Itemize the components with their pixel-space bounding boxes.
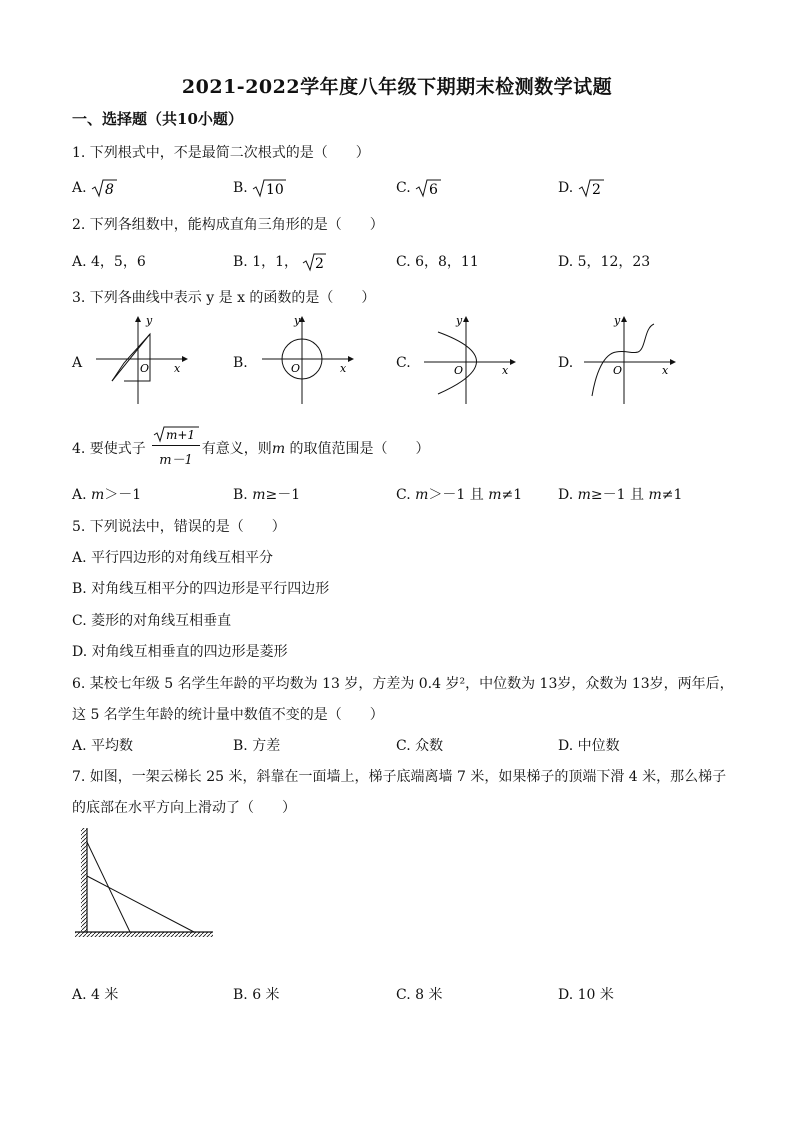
- q2-stem: 2. 下列各组数中，能构成直角三角形的是（ ）: [72, 217, 384, 233]
- option-label: B.: [233, 180, 248, 196]
- radicand: 2: [591, 182, 601, 198]
- sqrt-sign-icon: [415, 178, 441, 198]
- q4-option-d[interactable]: [558, 484, 682, 504]
- option-label: C.: [396, 487, 416, 503]
- option-var: m: [577, 487, 591, 503]
- q6-option-c[interactable]: C. 众数: [396, 738, 444, 754]
- axis-y-label: y: [294, 314, 301, 327]
- option-label: B.: [233, 487, 253, 503]
- q4-stem-end: 的取值范围是（ ）: [285, 441, 430, 457]
- exam-title: 2021-2022学年度八年级下期期末检测数学试题: [181, 76, 613, 98]
- option-rest: ＞－1: [104, 487, 142, 503]
- radicand: 6: [429, 182, 439, 198]
- q5-stem: 5. 下列说法中，错误的是（ ）: [72, 519, 286, 535]
- numerator-text: m+1: [166, 428, 196, 442]
- q1-option-d[interactable]: [558, 178, 604, 198]
- sqrt-sign-icon: [302, 252, 326, 272]
- option-rest: ≠1: [661, 487, 683, 503]
- axis-x-label: x: [502, 364, 509, 377]
- q3-option-b-label[interactable]: B.: [233, 355, 248, 371]
- axis-y-label: y: [146, 314, 153, 327]
- option-label: A.: [72, 487, 92, 503]
- q2-option-c[interactable]: C. 6，8，11: [396, 254, 479, 270]
- axis-y-label: y: [614, 314, 621, 327]
- q3-graph-d[interactable]: [580, 314, 676, 406]
- option-label: D.: [558, 180, 574, 196]
- q6-option-d[interactable]: D. 中位数: [558, 738, 620, 754]
- q7-stem-line1: 7. 如图，一架云梯长 25 米，斜靠在一面墙上，梯子底端离墙 7 米，如果梯子的顶端下滑 4 米，那么梯子: [72, 769, 727, 785]
- q1-option-b[interactable]: [233, 178, 286, 198]
- sqrt-sign-icon: [252, 178, 286, 198]
- q5-option-b[interactable]: B. 对角线互相平分的四边形是平行四边形: [72, 581, 330, 597]
- origin-label: O: [291, 362, 301, 375]
- fraction-denominator: m－1: [159, 453, 193, 468]
- q4-option-b[interactable]: [233, 484, 300, 504]
- q3-graph-a[interactable]: [92, 314, 188, 406]
- q1-stem: 1. 下列根式中，不是最简二次根式的是（ ）: [72, 145, 370, 161]
- axis-x-label: x: [340, 362, 347, 375]
- q2-option-a[interactable]: A. 4，5，6: [72, 254, 146, 270]
- q4-option-c[interactable]: [396, 484, 522, 504]
- option-rest: ≥－1 且: [590, 487, 649, 503]
- axis-y-label: y: [456, 314, 463, 327]
- q6-stem-line2: 这 5 名学生年龄的统计量中数值不变的是（ ）: [72, 707, 384, 723]
- q1-option-c[interactable]: [396, 178, 441, 198]
- axis-x-label: x: [662, 364, 669, 377]
- q5-option-a[interactable]: A. 平行四边形的对角线互相平分: [72, 550, 274, 566]
- q1-option-a[interactable]: [72, 178, 117, 198]
- q4-stem: [72, 438, 430, 458]
- option-text: B. 1，1，: [233, 254, 299, 270]
- origin-label: O: [454, 364, 464, 377]
- q2-option-d[interactable]: D. 5，12，23: [558, 254, 651, 270]
- q6-option-b[interactable]: B. 方差: [233, 738, 281, 754]
- q7-option-c[interactable]: C. 8 米: [396, 987, 443, 1003]
- option-var: m: [415, 487, 429, 503]
- axis-x-label: x: [174, 362, 181, 375]
- q4-fraction: [152, 425, 200, 468]
- q5-option-d[interactable]: D. 对角线互相垂直的四边形是菱形: [72, 644, 288, 660]
- option-rest: ＞－1 且: [428, 487, 489, 503]
- section-heading: 一、选择题（共10小题）: [72, 110, 243, 128]
- q7-option-a[interactable]: A. 4 米: [72, 987, 119, 1003]
- q4-option-a[interactable]: [72, 484, 141, 504]
- option-rest: ≥－1: [265, 487, 301, 503]
- radicand: 2: [315, 256, 325, 272]
- option-rest: ≠1: [501, 487, 523, 503]
- option-label: A.: [72, 180, 87, 196]
- q7-ladder-diagram: [70, 826, 216, 942]
- option-var: m: [252, 487, 266, 503]
- option-var: m: [91, 487, 105, 503]
- q4-stem-suffix: 有意义，则: [201, 441, 272, 457]
- origin-label: O: [140, 362, 150, 375]
- option-var: m: [488, 487, 502, 503]
- fraction-numerator: [152, 425, 200, 446]
- q4-stem-var: m: [271, 441, 286, 457]
- ladder-slid: [87, 876, 194, 932]
- q3-stem: 3. 下列各曲线中表示 y 是 x 的函数的是（ ）: [72, 290, 376, 306]
- q3-graph-c[interactable]: [420, 314, 516, 406]
- q3-option-d-label[interactable]: D.: [558, 355, 574, 371]
- sqrt-sign-icon: [91, 178, 117, 198]
- sqrt-sign-icon: [153, 425, 199, 443]
- q6-option-a[interactable]: A. 平均数: [72, 738, 134, 754]
- q6-stem-line1: 6. 某校七年级 5 名学生年龄的平均数为 13 岁，方差为 0.4 岁²，中位数为 13岁，众数为 13岁，两年后，: [72, 676, 734, 692]
- q3-graph-b[interactable]: [258, 314, 354, 406]
- q3-option-c-label[interactable]: C.: [396, 355, 411, 371]
- option-label: D.: [558, 487, 578, 503]
- q7-option-b[interactable]: B. 6 米: [233, 987, 280, 1003]
- q2-option-b[interactable]: [233, 251, 326, 272]
- q3-option-a-label[interactable]: A: [72, 355, 83, 371]
- wall-hatch: [81, 828, 87, 932]
- q5-option-c[interactable]: C. 菱形的对角线互相垂直: [72, 613, 232, 629]
- option-label: C.: [396, 180, 411, 196]
- origin-label: O: [613, 364, 623, 377]
- q7-option-d[interactable]: D. 10 米: [558, 987, 614, 1003]
- q7-stem-line2: 的底部在水平方向上滑动了（ ）: [72, 800, 296, 816]
- sqrt-sign-icon: [578, 178, 604, 198]
- radicand: 8: [105, 182, 114, 198]
- option-var: m: [648, 487, 662, 503]
- radicand: 10: [266, 182, 285, 198]
- ground-hatch: [75, 932, 213, 937]
- q4-stem-prefix: 4. 要使式子: [72, 441, 146, 457]
